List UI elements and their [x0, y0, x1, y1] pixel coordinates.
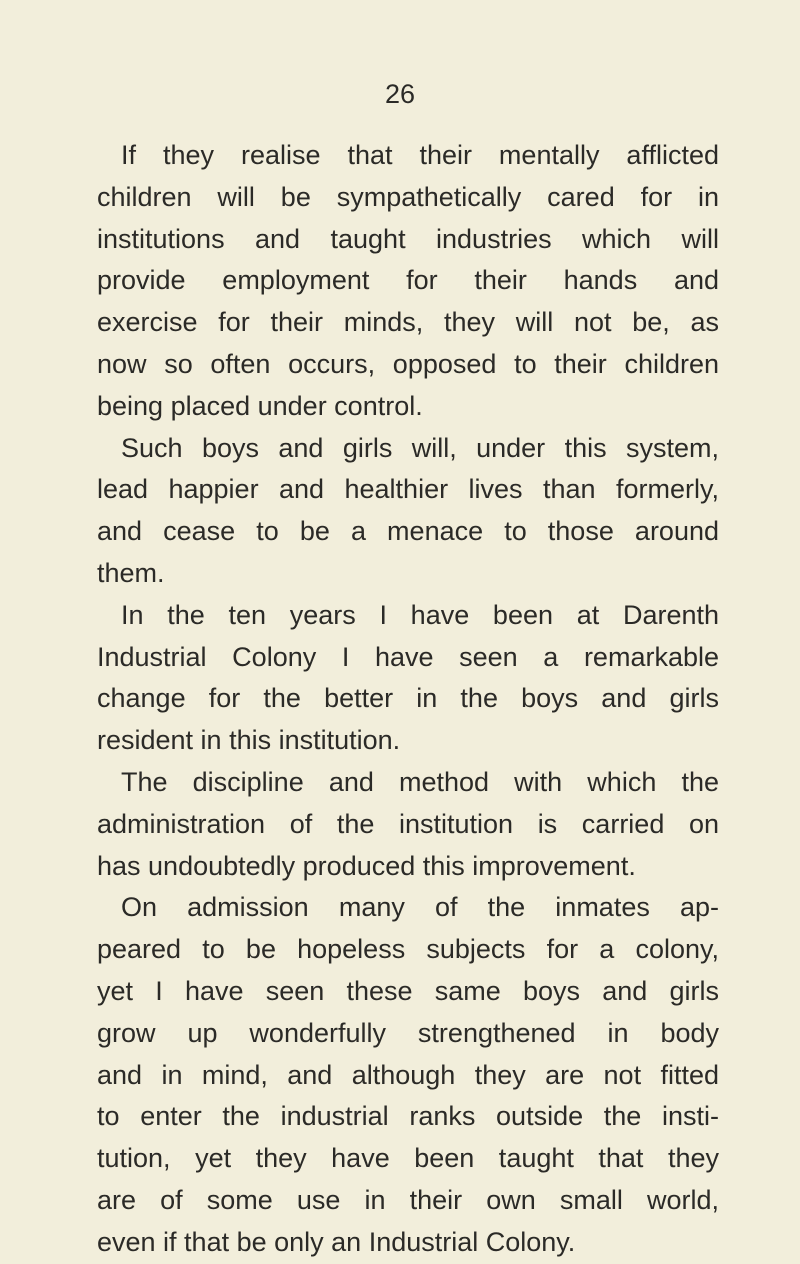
text-line: change for the better in the boys and girls — [97, 683, 719, 714]
page-number: 26 — [384, 79, 416, 109]
text-line: In the ten years I have been at Darenth — [121, 599, 719, 630]
text-line: institutions and taught industries which will — [97, 223, 719, 254]
text-line: to enter the industrial ranks outside the insti- — [97, 1101, 719, 1132]
text-line: are of some use in their own small world, — [97, 1184, 719, 1215]
text-line: now so often occurs, opposed to their children — [97, 348, 719, 379]
text-line: The discipline and method with which the — [121, 766, 719, 797]
text-line: administration of the institution is carried on — [97, 808, 719, 839]
text-line: and cease to be a menace to those around — [97, 516, 719, 547]
text-line: peared to be hopeless subjects for a colony, — [97, 934, 719, 965]
text-line: grow up wonderfully strengthened in body — [97, 1017, 719, 1048]
text-line: and in mind, and although they are not fitted — [97, 1059, 719, 1090]
body-text — [97, 135, 719, 1264]
text-line: exercise for their minds, they will not be, as — [97, 307, 719, 338]
text-line: Such boys and girls will, under this system, — [121, 432, 719, 463]
text-line: has undoubtedly produced this improvement. — [97, 850, 636, 881]
text-line: yet I have seen these same boys and girls — [97, 975, 719, 1006]
text-line: Industrial Colony I have seen a remarkable — [97, 641, 719, 672]
text-line: tution, yet they have been taught that they — [97, 1143, 719, 1174]
text-line: provide employment for their hands and — [97, 265, 719, 296]
text-line: If they realise that their mentally afflicted — [121, 140, 719, 170]
text-line: them. — [97, 557, 165, 588]
text-line: even if that be only an Industrial Colony. — [97, 1226, 576, 1257]
text-line: lead happier and healthier lives than formerly, — [97, 474, 719, 505]
text-line: children will be sympathetically cared for in — [97, 181, 719, 212]
text-line: resident in this institution. — [97, 725, 401, 756]
text-line: On admission many of the inmates ap- — [121, 892, 719, 923]
text-line: being placed under control. — [97, 390, 423, 421]
